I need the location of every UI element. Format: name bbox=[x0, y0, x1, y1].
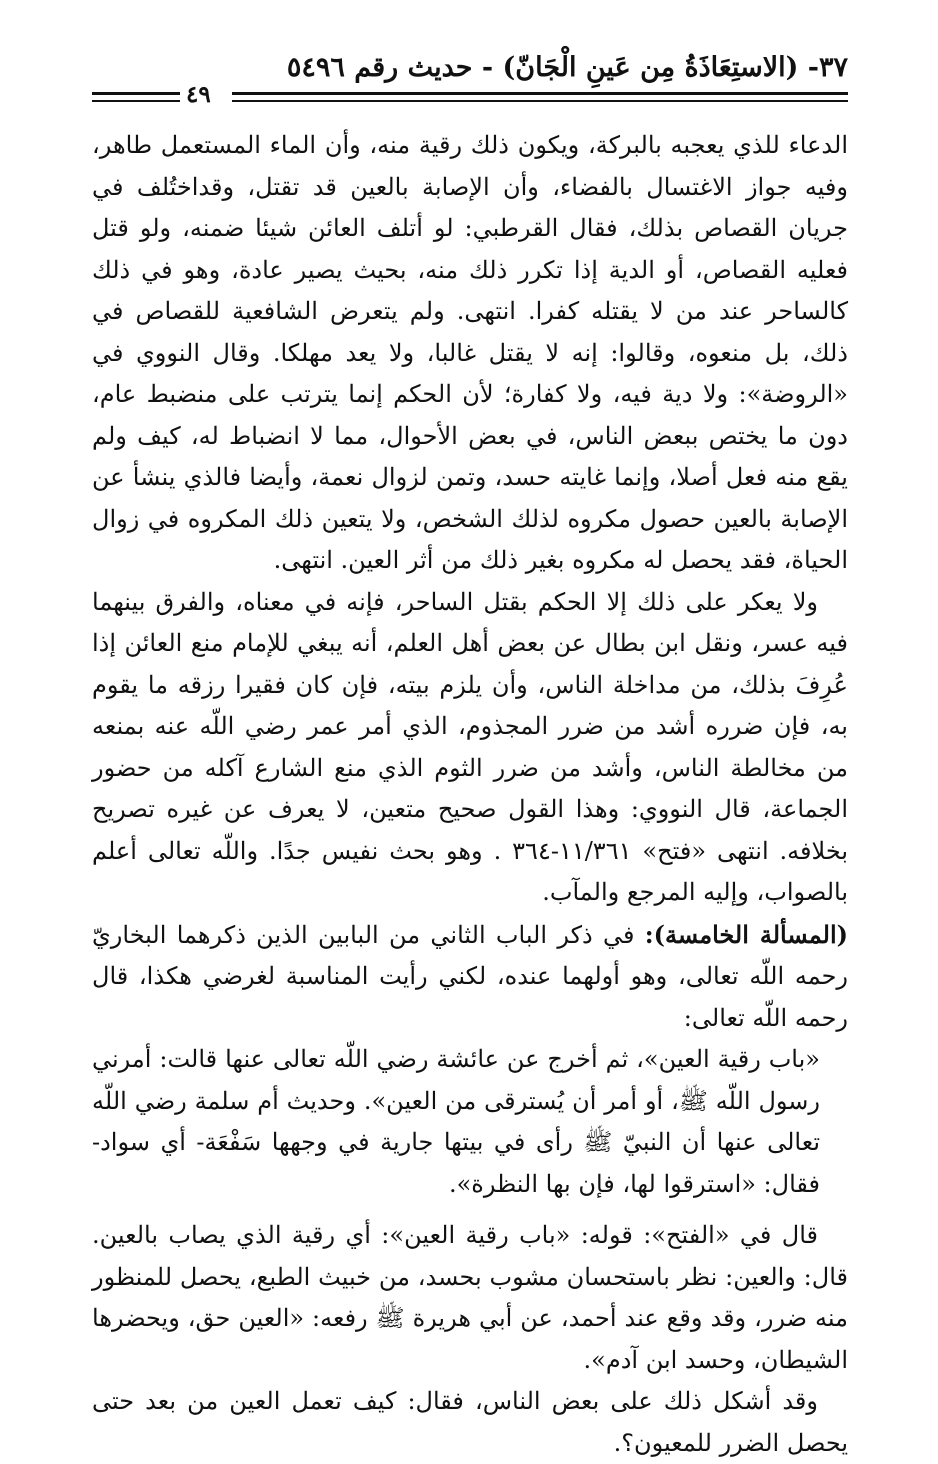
paragraph: وقد أشكل ذلك على بعض الناس، فقال: كيف تعمل العين من بعد حتى يحصل الضرر للمعيون؟. bbox=[92, 1387, 848, 1457]
page-number: ٤٩ bbox=[186, 81, 211, 108]
paragraph: الدعاء للذي يعجبه بالبركة، ويكون ذلك رقية منه، وأن الماء المستعمل طاهر، وفيه جواز الاغتسال بالفضاء، وأن الإصابة بالعين قد تقتل، وقداختُلف في جريان القصاص بذلك، فقال القرطبي: لو أتلف العائن شيئا ضمنه، ولو قتل فعليه القصاص، أو الدية إذا تكرر ذلك منه، بحيث يصير عادة، وهو في ذلك كالساحر عند من لا يقتله كفرا. انتهى. ولم يتعرض الشافعية للقصاص في ذلك، بل منعوه، وقالوا: إنه لا يقتل غالبا، ولا يعد مهلكا. وقال النووي في «الروضة»: ولا دية فيه، ولا كفارة؛ لأن الحكم إنما يترتب على منضبط عام، دون ما يختص ببعض الناس، في بعض الأحوال، مما لا انضباط له، كيف ولم يقع منه فعل أصلا، وإنما غايته حسد، وتمن لزوال نعمة، وأيضا فالذي ينشأ عن الإصابة بالعين حصول مكروه لذلك الشخص، ولا يتعين ذلك المكروه في زوال الحياة، فقد يحصل له مكروه بغير ذلك من أثر العين. انتهى. bbox=[92, 131, 848, 574]
quoted-block bbox=[92, 1039, 848, 1205]
paragraph: قال في «الفتح»: قوله: «باب رقية العين»: أي رقية الذي يصاب بالعين. قال: والعين: نظر باستحسان مشوب بحسد، من خبيث الطبع، يحصل للمنظور منه ضرر، وقد وقع عند أحمد، عن أبي هريرة ﷺ رفعه: «العين حق، ويحضرها الشيطان، وحسد ابن آدم». bbox=[92, 1221, 848, 1374]
quote-text: «باب رقية العين»، ثم أخرج عن عائشة رضي اللّه تعالى عنها قالت: أمرني رسول اللّه ﷺ، أو أمر أن يُسترقى من العين». وحديث أم سلمة رضي اللّه تعالى عنها أن النبيّ ﷺ رأى في بيتها جارية في وجهها سَفْعَة- أي سواد- فقال: «استرقوا لها، فإن بها النظرة». bbox=[92, 1045, 820, 1198]
running-header bbox=[92, 40, 848, 112]
paragraph: ولا يعكر على ذلك إلا الحكم بقتل الساحر، فإنه في معناه، والفرق بينهما فيه عسر، ونقل ابن بطال عن بعض أهل العلم، أنه يبغي للإمام منع العائن إذا عُرِفَ بذلك، من مداخلة الناس، وأن يلزم بيته، فإن كان فقيرا رزقه ما يقوم به، فإن ضرره أشد من ضرر المجذوم، الذي أمر عمر رضي اللّه عنه بمنعه من مخالطة الناس، وأشد من ضرر الثوم الذي منع الشارع آكله من حضور الجماعة، قال النووي: وهذا القول صحيح متعين، لا يعرف عن غيره تصريح بخلافه. انتهى «فتح» ١١/٣٦١-٣٦٤ . وهو بحث نفيس جدًا. واللّه تعالى أعلم بالصواب، وإليه المرجع والمآب. bbox=[92, 587, 849, 906]
chapter-title: ٣٧- (الاستِعَاذَةُ مِن عَينِ الْجَانّ) - حديث رقم ٥٤٩٦ bbox=[286, 52, 848, 83]
issue-label: (المسألة الخامسة): bbox=[644, 919, 848, 949]
issue-text: في ذكر الباب الثاني من البابين الذين ذكرهما البخاريّ رحمه اللّه تعالى، وهو أولهما عنده، لكني رأيت المناسبة لغرضي هكذا، قال رحمه اللّه تعالى: bbox=[92, 920, 848, 1032]
issue-paragraph bbox=[92, 914, 848, 1040]
page-body bbox=[92, 125, 848, 1464]
